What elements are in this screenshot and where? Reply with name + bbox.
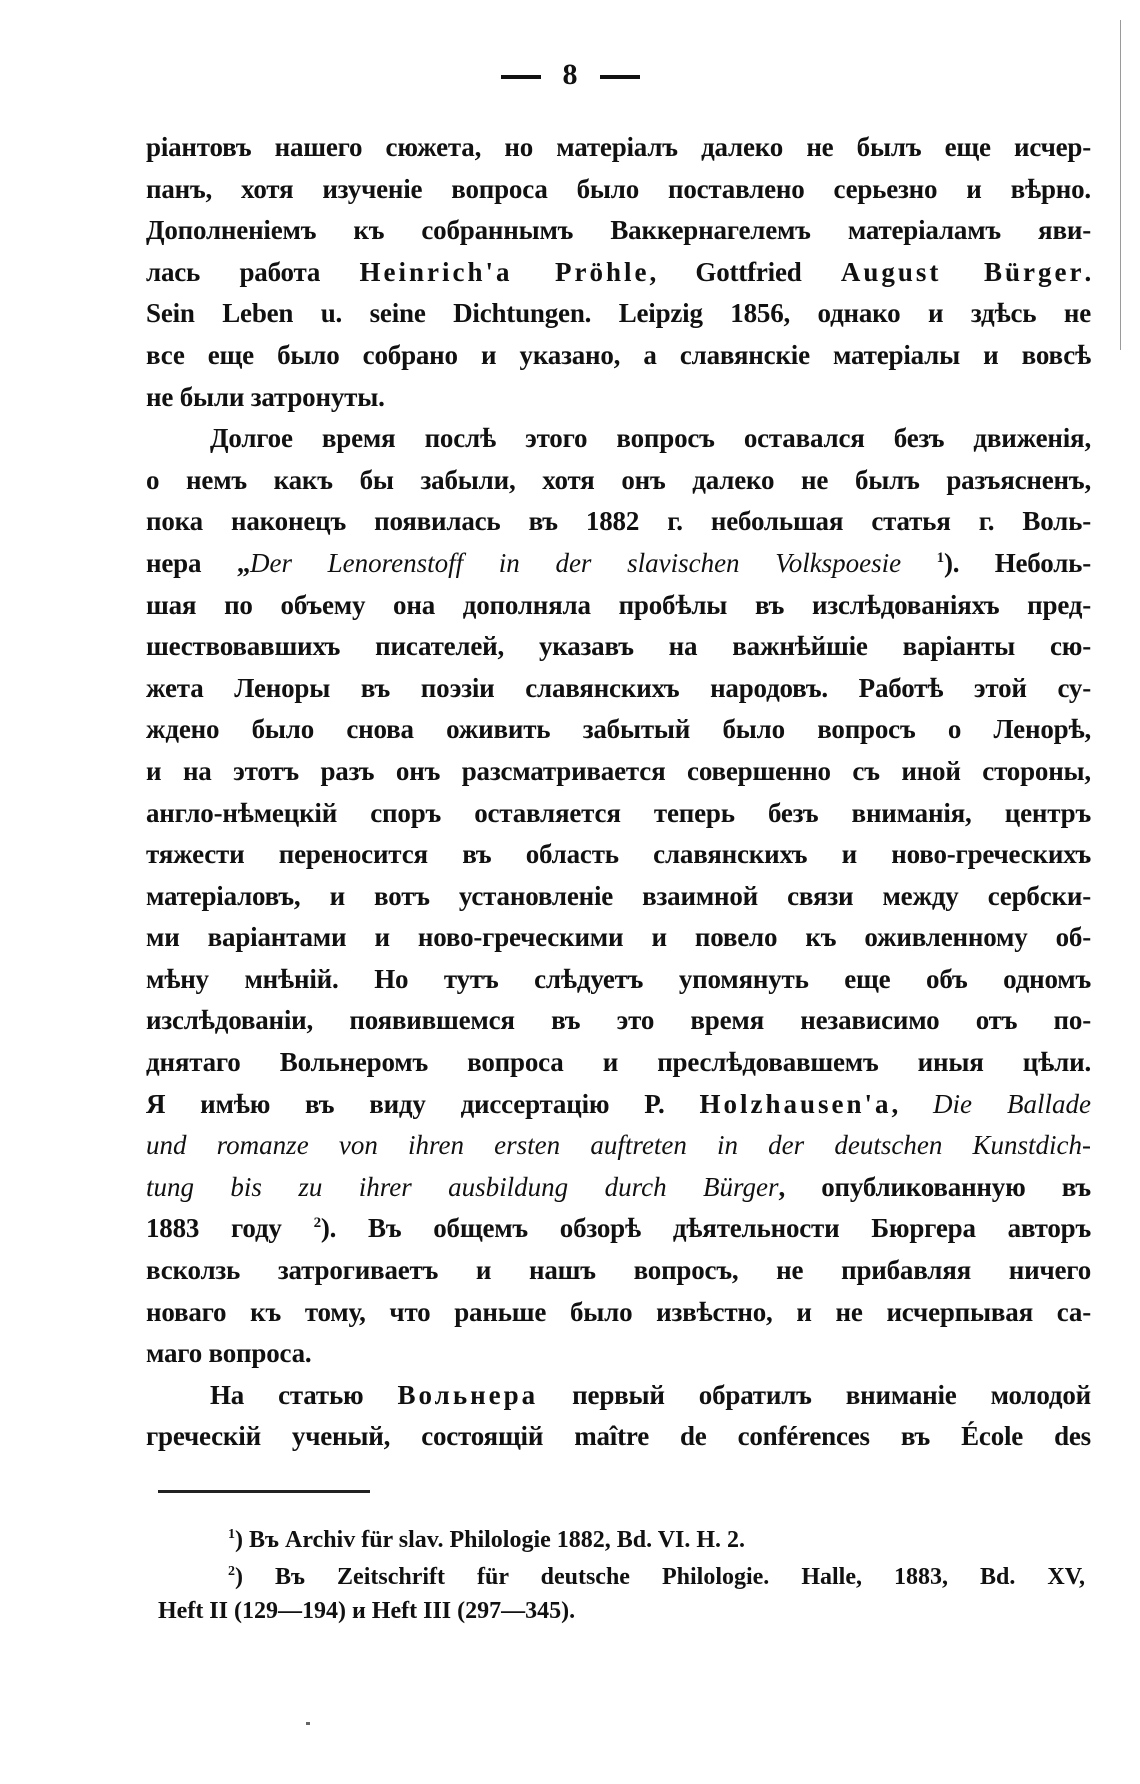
text-line [146, 1042, 1091, 1084]
text-line [146, 377, 1091, 419]
footnote-1-mark: 1 [228, 1527, 235, 1542]
italic-text: Die Ballade [932, 1088, 1091, 1119]
text-segment: пока наконецъ появилась въ 1882 г. небольшая статья г. Воль- [146, 506, 1091, 537]
text-segment: шая по объему она дополняла пробѣлы въ изслѣдованіяхъ пред- [146, 589, 1091, 620]
text-line [146, 127, 1091, 169]
text-segment: новаго къ тому, что раньше было извѣстно, и не исчерпывая са- [146, 1296, 1091, 1327]
text-segment: . [1084, 256, 1091, 287]
text-segment: 1883 году [146, 1213, 314, 1244]
text-segment: шествовавшихъ писателей, указавъ на важнѣйшіе варіанты сю- [146, 631, 1091, 662]
text-line [146, 1416, 1091, 1458]
text-segment: Holzhausen'a [699, 1088, 892, 1119]
footnote-2-mark: 2 [228, 1564, 235, 1579]
text-segment: Я имѣю въ виду диссертацію P. [146, 1088, 700, 1119]
text-segment: , опубликованную въ [778, 1171, 1091, 1202]
text-segment: панъ, хотя изученіе вопроса было поставлено серьезно и вѣрно. [146, 173, 1091, 204]
text-segment: мѣну мнѣній. Но тутъ слѣдуетъ упомянуть еще объ одномъ [146, 963, 1091, 994]
text-segment: нера „ [146, 547, 251, 578]
text-segment: греческій ученый, состоящій maître de conférences въ École des [146, 1421, 1091, 1452]
footnote-2-continuation [158, 1594, 575, 1628]
text-segment: ждено было снова оживить забытый было вопросъ о Ленорѣ, [146, 714, 1091, 745]
text-segment: , [891, 1088, 933, 1119]
text-line [146, 1333, 1091, 1375]
text-segment: Долгое время послѣ этого вопросъ оставался безъ движенія, [210, 423, 1091, 454]
text-segment: и на этотъ разъ онъ разсматривается совершенно съ иной стороны, [146, 755, 1091, 786]
text-segment: Вольнера [397, 1379, 539, 1410]
text-segment: маго вопроса. [146, 1338, 312, 1369]
text-line [146, 1000, 1091, 1042]
italic-text: Der Lenorenstoff in der slavischen Volkspoesie [250, 547, 902, 578]
text-line [146, 1167, 1091, 1209]
text-segment: матеріаловъ, и вотъ установленіе взаимной связи между сербски- [146, 880, 1091, 911]
text-segment: , Gottfried [649, 256, 841, 287]
text-line [146, 418, 1091, 460]
text-segment: днятаго Вольнеромъ вопроса и преслѣдовавшемъ иныя цѣли. [146, 1047, 1091, 1078]
text-line [146, 751, 1091, 793]
text-segment: Дополненіемъ къ собраннымъ Ваккернагелемъ матеріаламъ яви- [146, 215, 1091, 246]
text-line [146, 335, 1091, 377]
footnote-rule [158, 1490, 370, 1493]
footnote-2-cont-text: Heft II (129—194) и Heft III (297—345). [158, 1598, 576, 1624]
text-line [146, 1084, 1091, 1126]
text-segment: лась работа [146, 256, 360, 287]
text-line [146, 876, 1091, 918]
text-segment: ). Неболь- [943, 547, 1091, 578]
text-segment: На статью [210, 1379, 398, 1410]
text-line [146, 501, 1091, 543]
footnote-2-text: ) Въ Zeitschrift für deutsche Philologie. Halle, 1883, Bd. XV, [235, 1564, 1085, 1590]
text-segment: не были затронуты. [146, 381, 385, 412]
italic-text: und romanze von ihren ersten auftreten in der deutschen Kunstdich- [146, 1130, 1091, 1161]
text-line [146, 959, 1091, 1001]
page-number-text: 8 [562, 58, 578, 91]
text-line [146, 169, 1091, 211]
text-line [146, 793, 1091, 835]
text-segment: всколзь затрогиваетъ и нашъ вопросъ, не прибавляя ничего [146, 1255, 1091, 1286]
text-line [146, 834, 1091, 876]
text-segment: Heinrich'a Pröhle [359, 256, 650, 287]
text-line [146, 1250, 1091, 1292]
italic-text: tung bis zu ihrer ausbildung durch Bürger [146, 1171, 779, 1202]
footnote-1 [228, 1523, 745, 1557]
text-line [146, 460, 1091, 502]
text-line [146, 585, 1091, 627]
dash-left [501, 75, 541, 79]
text-line [146, 293, 1091, 335]
text-segment: тяжести переносится въ область славянскихъ и ново-греческихъ [146, 839, 1091, 870]
text-line [146, 709, 1091, 751]
dash-right [600, 75, 640, 79]
text-segment: ). Въ общемъ обзорѣ дѣятельности Бюргера авторъ [320, 1213, 1091, 1244]
footnote-2 [228, 1560, 1085, 1594]
text-segment: о немъ какъ бы забыли, хотя онъ далеко не былъ разъясненъ, [146, 464, 1091, 495]
text-line [146, 1125, 1091, 1167]
text-line [146, 1375, 1091, 1417]
text-line [146, 626, 1091, 668]
text-segment: ми варіантами и ново-греческими и повело къ оживленному об- [146, 922, 1091, 953]
text-line [146, 252, 1091, 294]
text-segment [901, 548, 936, 578]
footnote-reference: 2 [313, 1215, 321, 1232]
text-segment: англо-нѣмецкій споръ оставляется теперь безъ вниманія, центръ [146, 797, 1091, 828]
text-segment: все еще было собрано и указано, а славянскіе матеріалы и вовсѣ [146, 339, 1091, 370]
text-line [146, 543, 1091, 585]
text-line [146, 917, 1091, 959]
footnote-1-text: ) Въ Archiv für slav. Philologie 1882, Bd. VI. H. 2. [235, 1527, 746, 1553]
footnote-reference: 1 [936, 549, 944, 566]
page-number [0, 58, 1140, 92]
text-line [146, 1208, 1091, 1250]
text-segment: ріантовъ нашего сюжета, но матеріалъ далеко не былъ еще исчер- [146, 132, 1091, 162]
text-segment: August Bürger [840, 256, 1085, 287]
text-segment: изслѣдованіи, появившемся въ это время независимо отъ по- [146, 1005, 1091, 1036]
text-segment: первый обратилъ вниманіе молодой [538, 1379, 1091, 1410]
text-line [146, 1292, 1091, 1334]
scan-speck [306, 1722, 310, 1725]
body-text [146, 127, 1091, 1458]
text-segment: Sein Leben u. seine Dichtungen. Leipzig 1856, однако и здѣсь не [146, 298, 1091, 329]
text-line [146, 210, 1091, 252]
text-segment: жета Леноры въ поэзіи славянскихъ народовъ. Работѣ этой су- [146, 672, 1091, 703]
text-line [146, 668, 1091, 710]
